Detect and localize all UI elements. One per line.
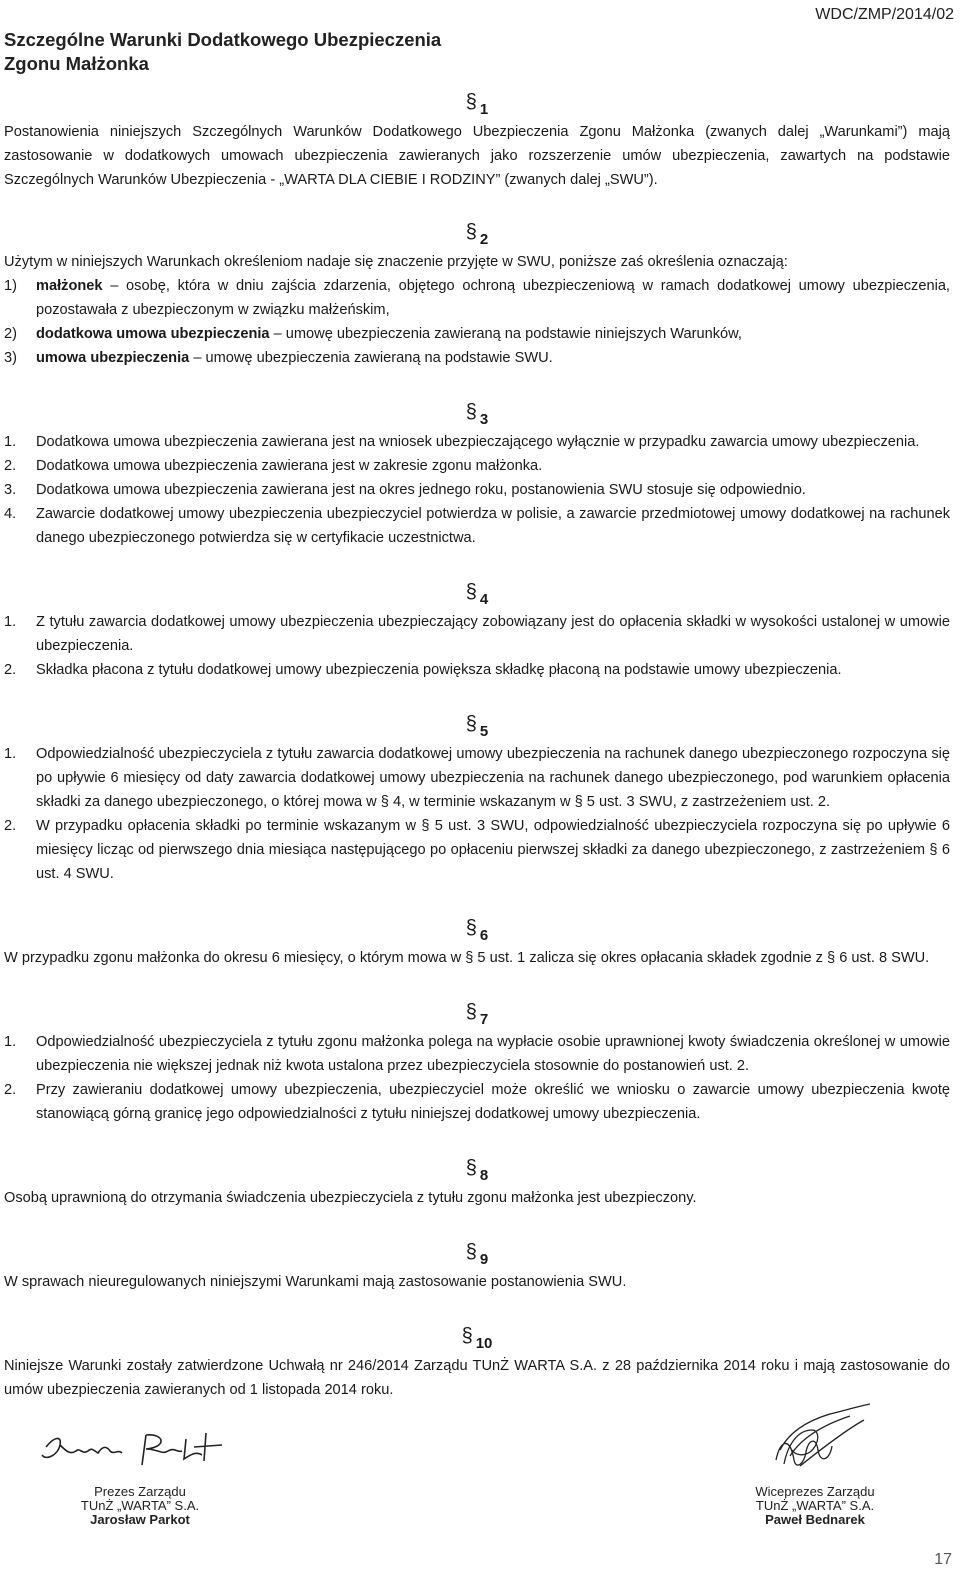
- section-number: 6: [479, 927, 489, 945]
- item-number: 3): [4, 350, 17, 366]
- section-1: [4, 91, 950, 192]
- paragraph-sign: §: [465, 713, 477, 736]
- section-text: Osobą uprawnioną do otrzymania świadczenia ubezpieczyciela z tytułu zgonu małżonka jest ubezpieczony.: [4, 1190, 697, 1206]
- item-text: [36, 346, 950, 370]
- section-heading: [4, 1241, 950, 1270]
- section-number: 5: [479, 723, 489, 741]
- item-text: Przy zawieraniu dodatkowej umowy ubezpieczenia, ubezpieczyciel może określić we wniosku o zawarcie umowy ubezpieczenia kwotę stanowiącą górną granicę jego odpowiedzialności z tytułu niniejszej dodatkowej umowy ubezpieczenia.: [36, 1082, 950, 1122]
- list-item: [4, 1030, 950, 1078]
- item-number: 1): [4, 278, 17, 294]
- list-item: [4, 478, 950, 502]
- section-number: 1: [479, 101, 489, 119]
- title-line-1: Szczególne Warunki Dodatkowego Ubezpieczenia: [4, 29, 442, 50]
- section-7: [4, 1001, 950, 1126]
- paragraph-sign: §: [465, 1241, 477, 1264]
- item-text: W przypadku opłacenia składki po terminie wskazanym w § 5 ust. 3 SWU, odpowiedzialność ubezpieczyciela rozpoczyna się po upływie 6 miesięcy licząc od pierwszego dnia miesiąca następującego po opłaceniu pierwszej składki za danego ubezpieczonego, z zastrzeżeniem § 6 ust. 4 SWU.: [36, 818, 950, 882]
- signature-role: Wiceprezes Zarządu: [755, 1484, 875, 1499]
- list-item: [4, 1078, 950, 1126]
- item-number: 2.: [4, 1082, 17, 1098]
- list-item: [4, 814, 950, 886]
- signature-company: TUnŻ „WARTA” S.A.: [80, 1498, 200, 1513]
- item-number: 1.: [4, 434, 17, 450]
- paragraph-sign: §: [465, 1001, 477, 1024]
- defined-term: małżonek: [36, 278, 103, 294]
- item-number: 2.: [4, 662, 17, 678]
- definition-item: [4, 322, 950, 346]
- section-number: 4: [479, 591, 489, 609]
- definition: – osobę, która w dniu zajścia zdarzenia, objętego ochroną ubezpieczeniową w ramach dodatkowej umowy ubezpieczenia, pozostawała z ubezpieczonym w związku małżeńskim,: [36, 278, 950, 318]
- section-text: W sprawach nieuregulowanych niniejszymi Warunkami mają zastosowanie postanowienia SWU.: [4, 1274, 627, 1290]
- section-5: [4, 713, 950, 886]
- item-text: Składka płacona z tytułu dodatkowej umowy ubezpieczenia powiększa składkę płaconą na podstawie umowy ubezpieczenia.: [36, 662, 842, 678]
- item-number: 1.: [4, 1034, 17, 1050]
- section-heading: [4, 401, 950, 430]
- defined-term: dodatkowa umowa ubezpieczenia: [36, 326, 270, 342]
- section-heading: [4, 1325, 950, 1354]
- item-number: 2.: [4, 818, 17, 834]
- section-heading: [4, 917, 950, 946]
- section-6: [4, 917, 950, 970]
- section-10: [4, 1325, 950, 1402]
- section-3: [4, 401, 950, 550]
- section-2: [4, 221, 950, 370]
- signature-role: Prezes Zarządu: [94, 1484, 186, 1499]
- item-text: Odpowiedzialność ubezpieczyciela z tytułu zgonu małżonka polega na wypłacie osobie uprawnionej kwoty świadczenia określonej w umowie ubezpieczenia nie większej jednak niż kwota ustalona przez ubezpieczyciela stosownie do postanowień ust. 2.: [36, 1034, 950, 1074]
- signature-name: Jarosław Parkot: [90, 1512, 190, 1527]
- paragraph-sign: §: [465, 91, 477, 114]
- section-text: Niniejsze Warunki zostały zatwierdzone Uchwałą nr 246/2014 Zarządu TUnŻ WARTA S.A. z 28 października 2014 roku i mają zastosowanie do umów ubezpieczenia zawieranych od 1 listopada 2014 roku.: [4, 1358, 950, 1398]
- paragraph-sign: §: [465, 401, 477, 424]
- signature-left-image: [36, 1425, 236, 1473]
- item-text: Z tytułu zawarcia dodatkowej umowy ubezpieczenia ubezpieczający zobowiązany jest do opłacenia składki w wysokości ustalonej w umowie ubezpieczenia.: [36, 614, 950, 654]
- section-intro: Użytym w niniejszych Warunkach określeniom nadaje się znaczenie przyjęte w SWU, poniższe zaś określenia oznaczają:: [4, 254, 788, 270]
- section-number: 10: [475, 1335, 493, 1353]
- section-heading: [4, 713, 950, 742]
- document-code: WDC/ZMP/2014/02: [815, 6, 954, 23]
- item-number: 4.: [4, 506, 17, 522]
- section-heading: [4, 221, 950, 250]
- paragraph-sign: §: [465, 917, 477, 940]
- section-number: 2: [479, 231, 489, 249]
- list-item: [4, 742, 950, 814]
- list-item: [4, 610, 950, 658]
- section-heading: [4, 1157, 950, 1186]
- definition-item: [4, 346, 950, 370]
- document-title: [4, 28, 441, 76]
- item-number: 1.: [4, 614, 17, 630]
- section-text: Postanowienia niniejszych Szczególnych Warunków Dodatkowego Ubezpieczenia Zgonu Małżonka (zwanych dalej „Warunkami”) mają zastosowanie w dodatkowych umowach ubezpieczenia zawieranych jako rozszerzenie umów ubezpieczenia, zawartych na podstawie Szczególnych Warunków Ubezpieczenia - „WARTA DLA CIEBIE I RODZINY” (zwanych dalej „SWU”).: [4, 124, 950, 188]
- paragraph-sign: §: [465, 221, 477, 244]
- definition: – umowę ubezpieczenia zawieraną na podstawie niniejszych Warunków,: [269, 326, 742, 342]
- defined-term: umowa ubezpieczenia: [36, 350, 190, 366]
- list-item: [4, 454, 950, 478]
- paragraph-sign: §: [465, 581, 477, 604]
- section-number: 3: [479, 411, 489, 429]
- paragraph-sign: §: [465, 1157, 477, 1180]
- definition: – umowę ubezpieczenia zawieraną na podstawie SWU.: [189, 350, 553, 366]
- signature-name: Paweł Bednarek: [765, 1512, 865, 1527]
- list-item: [4, 430, 950, 454]
- section-number: 9: [479, 1251, 489, 1269]
- title-line-2: Zgonu Małżonka: [4, 53, 149, 74]
- item-text: Dodatkowa umowa ubezpieczenia zawierana jest w zakresie zgonu małżonka.: [36, 458, 543, 474]
- item-number: 3.: [4, 482, 17, 498]
- signature-right-image: [760, 1400, 880, 1480]
- item-number: 2): [4, 326, 17, 342]
- section-number: 7: [479, 1011, 489, 1029]
- section-heading: [4, 1001, 950, 1030]
- page-number: 17: [934, 1551, 952, 1568]
- section-heading: [4, 91, 950, 120]
- item-text: Odpowiedzialność ubezpieczyciela z tytułu zawarcia dodatkowej umowy ubezpieczenia na rachunek danego ubezpieczonego rozpoczyna się po upływie 6 miesięcy od daty zawarcia dodatkowej umowy ubezpieczenia na rachunek danego ubezpieczonego, pod warunkiem opłacenia składki za danego ubezpieczonego, o której mowa w § 4, w terminie wskazanym w § 5 ust. 3 SWU, z zastrzeżeniem ust. 2.: [36, 746, 950, 810]
- section-text: W przypadku zgonu małżonka do okresu 6 miesięcy, o którym mowa w § 5 ust. 1 zalicza się okres opłacania składek zgodnie z § 6 ust. 8 SWU.: [4, 950, 930, 966]
- signature-left: [60, 1485, 220, 1527]
- item-number: 1.: [4, 746, 17, 762]
- item-text: Zawarcie dodatkowej umowy ubezpieczenia ubezpieczyciel potwierdza w polisie, a zawarcie przedmiotowej umowy dodatkowej na rachunek danego ubezpieczonego potwierdza się w certyfikacie uczestnictwa.: [36, 506, 950, 546]
- definition-item: [4, 274, 950, 322]
- item-text: Dodatkowa umowa ubezpieczenia zawierana jest na wniosek ubezpieczającego wyłącznie w przypadku zawarcia umowy ubezpieczenia.: [36, 434, 920, 450]
- document-body: [4, 91, 950, 1402]
- section-number: 8: [479, 1167, 489, 1185]
- section-8: [4, 1157, 950, 1210]
- item-text: [36, 322, 950, 346]
- signature-right: [720, 1485, 910, 1527]
- signature-company: TUnŻ „WARTA” S.A.: [755, 1498, 875, 1513]
- list-item: [4, 658, 950, 682]
- item-number: 2.: [4, 458, 17, 474]
- section-4: [4, 581, 950, 682]
- paragraph-sign: §: [461, 1325, 473, 1348]
- list-item: [4, 502, 950, 550]
- section-9: [4, 1241, 950, 1294]
- section-heading: [4, 581, 950, 610]
- item-text: Dodatkowa umowa ubezpieczenia zawierana jest na okres jednego roku, postanowienia SWU stosuje się odpowiednio.: [36, 482, 806, 498]
- item-text: [36, 274, 950, 322]
